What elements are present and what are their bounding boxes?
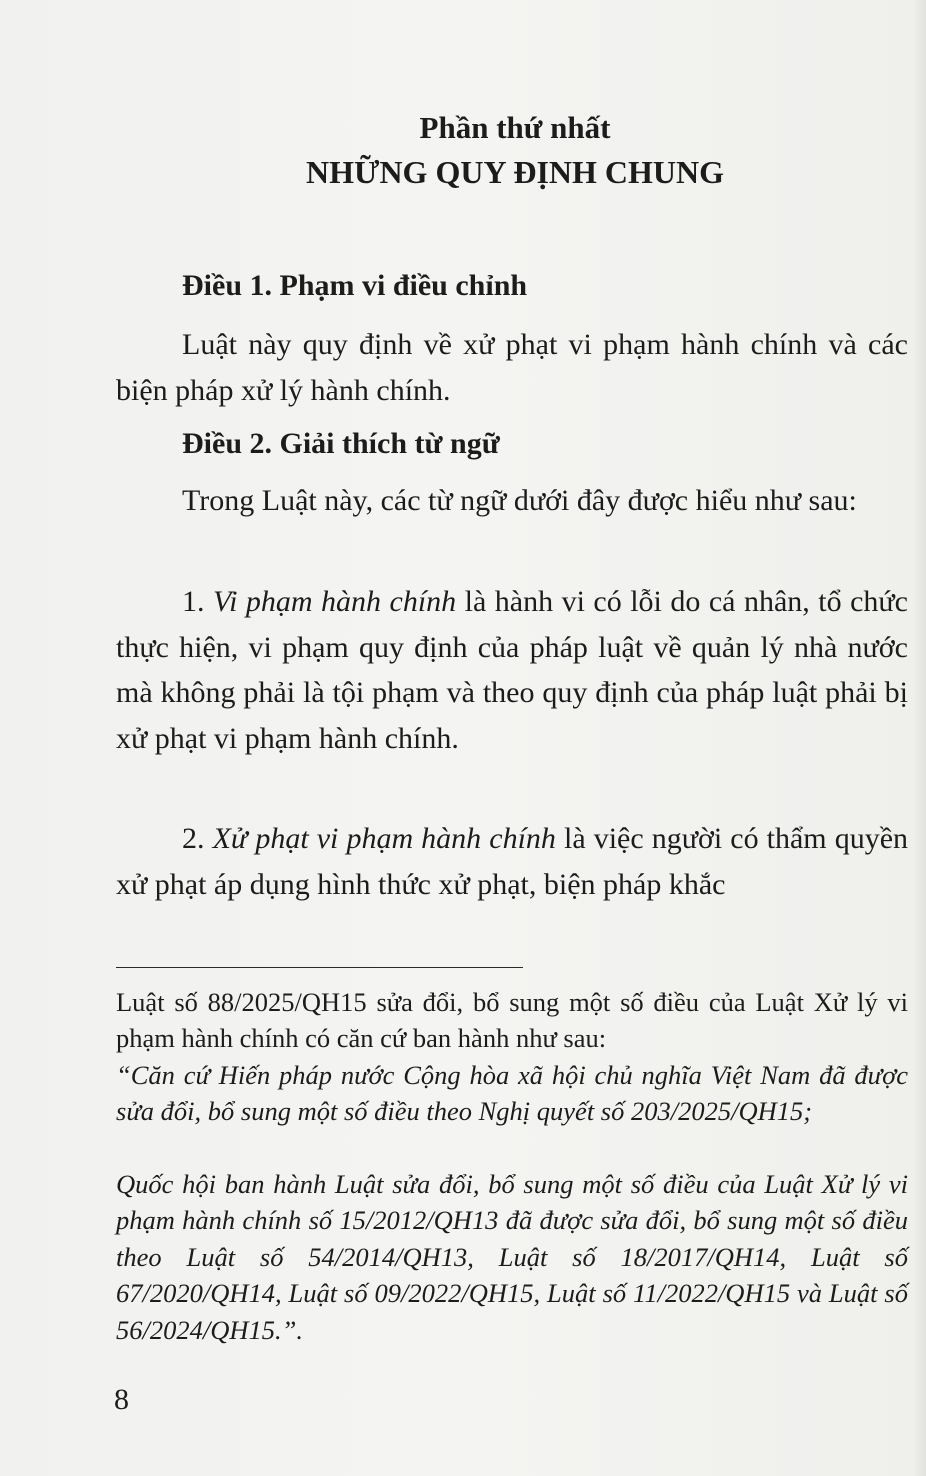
article-2-item-1	[116, 579, 908, 761]
article-2-intro-text: Trong Luật này, các từ ngữ dưới đây được hiểu như sau:	[182, 484, 857, 517]
article-2-item-2	[116, 816, 908, 907]
article-1-text: Luật này quy định về xử phạt vi phạm hành chính và các biện pháp xử lý hành chính.	[116, 328, 908, 407]
article-2-intro	[116, 478, 908, 524]
item-2-number: 2.	[182, 822, 205, 855]
item-1-term: Vi phạm hành chính	[212, 585, 457, 618]
page-number: 8	[114, 1383, 129, 1416]
footnote-basis: “Căn cứ Hiến pháp nước Cộng hòa xã hội chủ nghĩa Việt Nam đã được sửa đổi, bổ sung một số điều theo Nghị quyết số 203/2025/QH15;	[116, 1060, 908, 1127]
item-1-number: 1.	[182, 585, 205, 618]
item-2-term: Xử phạt vi phạm hành chính	[212, 822, 556, 855]
page-edge-shadow	[912, 0, 926, 1476]
footnote-separator	[116, 967, 523, 968]
part-subtitle: NHỮNG QUY ĐỊNH CHUNG	[305, 154, 725, 190]
article-1-body	[116, 322, 908, 413]
item-1-text: là hành vi có lỗi do cá nhân, tổ chức thực hiện, vi phạm quy định của pháp luật về quản lý nhà nước mà không phải là tội phạm và theo quy định của pháp luật phải bị xử phạt vi phạm hành chính.	[116, 585, 908, 755]
article-1-heading: Điều 1. Phạm vi điều chỉnh	[182, 269, 528, 302]
footnote-enactment: Quốc hội ban hành Luật sửa đổi, bổ sung một số điều của Luật Xử lý vi phạm hành chính số 15/2012/QH13 đã được sửa đổi, bổ sung một số điều theo Luật số 54/2014/QH13, Luật số 18/2017/QH14, Luật số 67/2020/QH14, Luật số 09/2022/QH15, Luật số 11/2022/QH15 và Luật số 56/2024/QH15.”.	[116, 1169, 908, 1345]
item-2-text: là việc người có thẩm quyền xử phạt áp dụng hình thức xử phạt, biện pháp khắc	[116, 822, 909, 901]
footnote-intro: Luật số 88/2025/QH15 sửa đổi, bổ sung một số điều của Luật Xử lý vi phạm hành chính có căn cứ ban hành như sau:	[116, 987, 908, 1054]
article-2-heading: Điều 2. Giải thích từ ngữ	[182, 427, 500, 460]
part-title: Phần thứ nhất	[419, 110, 611, 145]
